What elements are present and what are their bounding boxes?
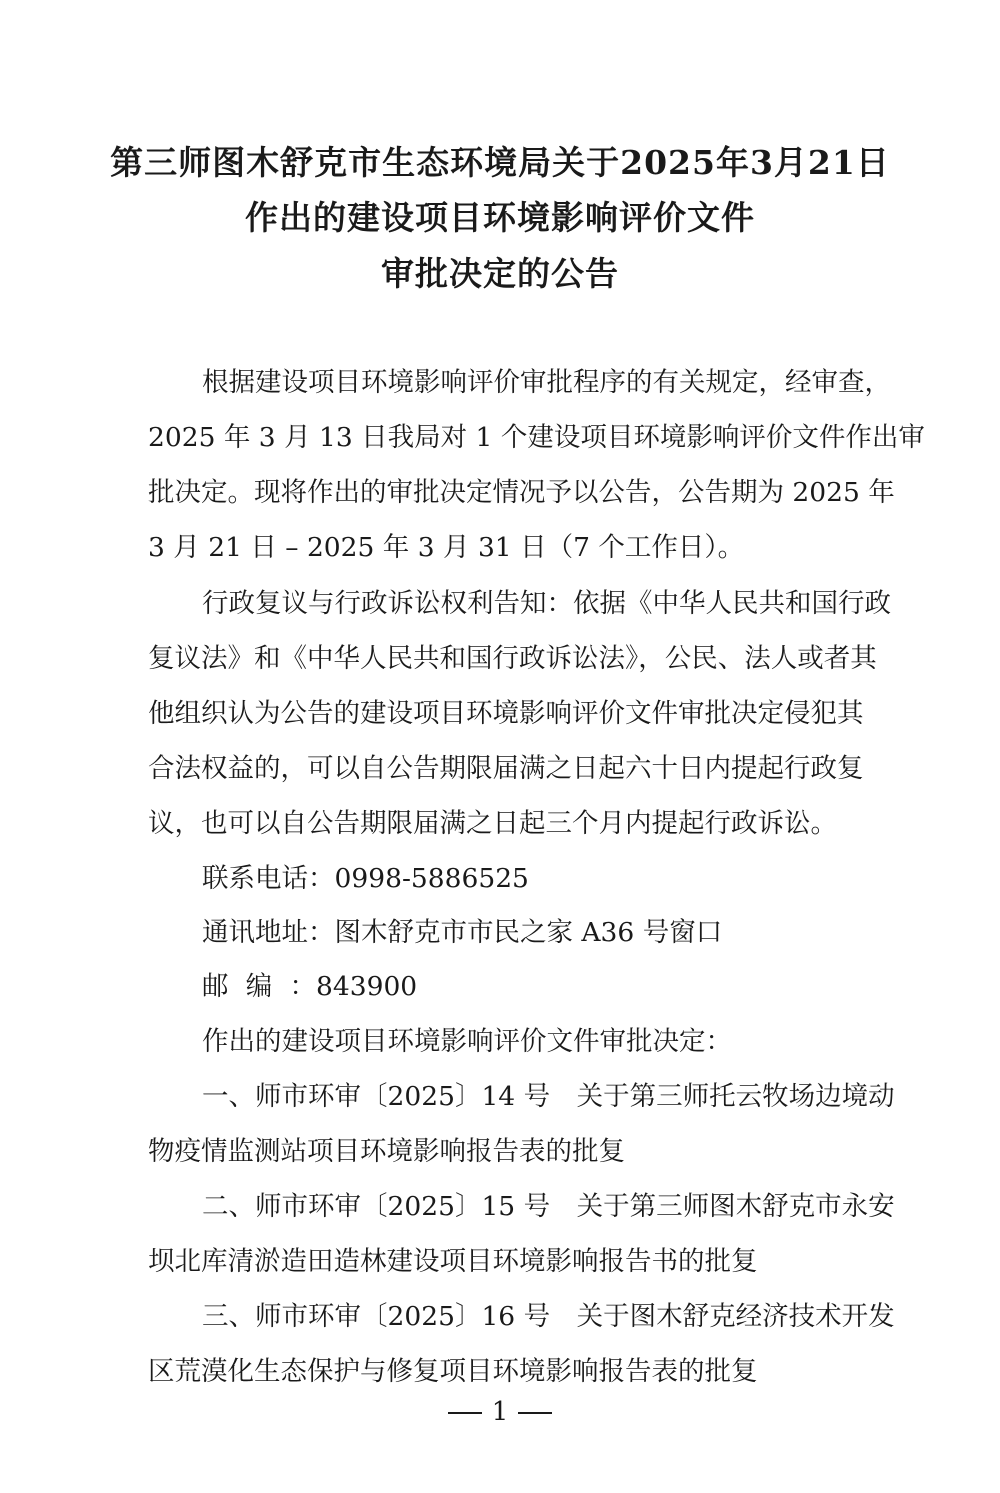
page-number-footer <box>0 1395 1000 1429</box>
rights-line-2: 复议法》和《中华人民共和国行政诉讼法》，公民、法人或者其 <box>148 643 877 674</box>
phone-label: 联系电话： <box>202 863 335 894</box>
decision-1-line-2: 物疫情监测站项目环境影响报告表的批复 <box>148 1136 625 1167</box>
title-line-3: 审批决定的公告 <box>381 254 619 293</box>
intro-line-1: 根据建设项目环境影响评价审批程序的有关规定，经审查， <box>202 367 891 398</box>
decisions-heading: 作出的建设项目环境影响评价文件审批决定： <box>202 1026 732 1057</box>
rights-line-5: 议，也可以自公告期限届满之日起三个月内提起行政诉讼。 <box>148 808 837 839</box>
title-line-1: 第三师图木舒克市生态环境局关于2025年3月21日 <box>110 143 890 182</box>
contact-address <box>202 916 722 950</box>
page-number: 1 <box>491 1397 509 1427</box>
decision-2-line-1: 二、师市环审〔2025〕15 号 关于第三师图木舒克市永安 <box>202 1191 895 1222</box>
zip-value: 843900 <box>316 971 418 1002</box>
rights-line-1: 行政复议与行政诉讼权利告知：依据《中华人民共和国行政 <box>202 588 891 619</box>
intro-line-4: 3 月 21 日 – 2025 年 3 月 31 日（7 个工作日）。 <box>148 532 745 563</box>
intro-line-3: 批决定。现将作出的审批决定情况予以公告，公告期为 2025 年 <box>148 477 895 508</box>
decision-1-line-1: 一、师市环审〔2025〕14 号 关于第三师托云牧场边境动 <box>202 1081 895 1112</box>
address-label: 通讯地址： <box>202 917 335 948</box>
address-value: 图木舒克市市民之家 A36 号窗口 <box>334 917 723 948</box>
contact-zip <box>202 970 417 1004</box>
title-line-2: 作出的建设项目环境影响评价文件 <box>245 198 755 237</box>
contact-phone <box>202 862 529 896</box>
decision-3-line-2: 区荒漠化生态保护与修复项目环境影响报告表的批复 <box>148 1356 758 1387</box>
zip-label: 邮编： <box>202 971 316 1002</box>
intro-line-2: 2025 年 3 月 13 日我局对 1 个建设项目环境影响评价文件作出审 <box>148 422 925 453</box>
footer-dash-right <box>518 1412 552 1414</box>
decision-2-line-2: 坝北库清淤造田造林建设项目环境影响报告书的批复 <box>148 1246 758 1277</box>
phone-value: 0998-5886525 <box>334 863 529 894</box>
footer-dash-left <box>448 1412 482 1414</box>
rights-line-3: 他组织认为公告的建设项目环境影响评价文件审批决定侵犯其 <box>148 698 864 729</box>
rights-line-4: 合法权益的，可以自公告期限届满之日起六十日内提起行政复 <box>148 753 864 784</box>
decision-3-line-1: 三、师市环审〔2025〕16 号 关于图木舒克经济技术开发 <box>202 1301 895 1332</box>
